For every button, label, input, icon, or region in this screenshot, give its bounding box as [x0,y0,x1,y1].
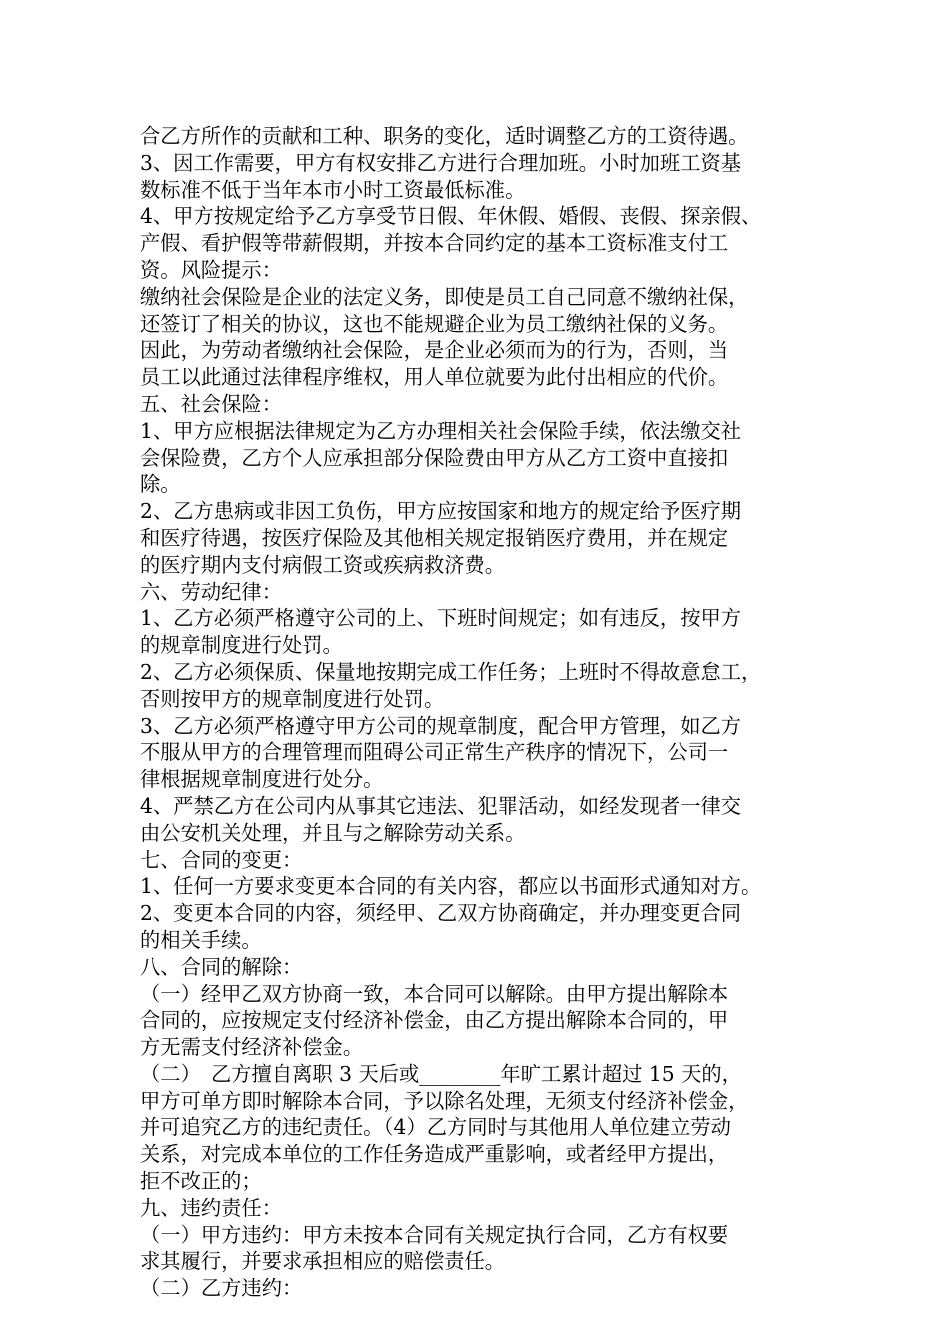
text-line: 除。 [140,472,181,497]
text-line: 八、合同的解除： [140,954,303,979]
text-line: 的规章制度进行处罚。 [140,633,343,658]
text-line: 会保险费，乙方个人应承担部分保险费由甲方从乙方工资中直接扣 [140,445,729,470]
text-line: 4、甲方按规定给予乙方享受节日假、年休假、婚假、丧假、探亲假、 [140,204,762,229]
text-line: 的医疗期内支付病假工资或疾病救济费。 [140,552,506,577]
text-line: 甲方可单方即时解除本合同，予以除名处理，无须支付经济补偿金， [140,1088,749,1113]
text-line: 产假、看护假等带薪假期，并按本合同约定的基本工资标准支付工 [140,231,729,256]
text-line: 员工以此通过法律程序维权，用人单位就要为此付出相应的代价。 [140,365,729,390]
text-line: 1、任何一方要求变更本合同的有关内容，都应以书面形式通知对方。 [140,874,762,899]
text-line: 七、合同的变更： [140,847,303,872]
document-body [140,123,830,1302]
text-line: 拒不改正的； [140,1169,262,1194]
text-line: 缴纳社会保险是企业的法定义务，即使是员工自己同意不缴纳社保， [140,284,749,309]
text-line: 合同的，应按规定支付经济补偿金，由乙方提出解除本合同的，甲 [140,1008,729,1033]
text-line: 的相关手续。 [140,927,262,952]
text-line: 2、乙方必须保质、保量地按期完成工作任务；上班时不得故意怠工， [140,659,762,684]
text-line: 合乙方所作的贡献和工种、职务的变化，适时调整乙方的工资待遇。 [140,124,749,148]
text-line: 由公安机关处理，并且与之解除劳动关系。 [140,820,526,845]
text-line: 五、社会保险： [140,391,282,416]
text-line: 3、因工作需要，甲方有权安排乙方进行合理加班。小时加班工资基 [140,150,742,175]
text-line: 3、乙方必须严格遵守甲方公司的规章制度，配合甲方管理，如乙方 [140,713,742,738]
text-line: 和医疗待遇，按医疗保险及其他相关规定报销医疗费用，并在规定 [140,525,729,550]
text-line: 1、乙方必须严格遵守公司的上、下班时间规定；如有违反，按甲方 [140,606,742,631]
text-line: 不服从甲方的合理管理而阻碍公司正常生产秩序的情况下，公司一 [140,740,729,765]
text-line: 2、变更本合同的内容，须经甲、乙双方协商确定，并办理变更合同 [140,901,742,926]
text-line: （二）乙方违约： [140,1276,303,1301]
text-line: 方无需支付经济补偿金。 [140,1035,364,1060]
text-line: 求其履行，并要求承担相应的赔偿责任。 [140,1249,506,1274]
text-line: （二） 乙方擅自离职 3 天后或________年旷工累计超过 15 天的， [140,1061,742,1086]
text-line: （一）经甲乙双方协商一致，本合同可以解除。由甲方提出解除本 [140,981,729,1006]
text-line: 还签订了相关的协议，这也不能规避企业为员工缴纳社保的义务。 [140,311,729,336]
text-line: 关系，对完成本单位的工作任务造成严重影响，或者经甲方提出， [140,1142,729,1167]
text-line: 六、劳动纪律： [140,579,282,604]
text-line: 1、甲方应根据法律规定为乙方办理相关社会保险手续，依法缴交社 [140,418,742,443]
text-line: 律根据规章制度进行处分。 [140,767,384,792]
text-line: 因此，为劳动者缴纳社会保险，是企业必须而为的行为，否则，当 [140,338,729,363]
text-line: 资。风险提示： [140,257,282,282]
text-line: 否则按甲方的规章制度进行处罚。 [140,686,445,711]
text-line: 2、乙方患病或非因工负伤，甲方应按国家和地方的规定给予医疗期 [140,499,742,524]
text-line: 4、严禁乙方在公司内从事其它违法、犯罪活动，如经发现者一律交 [140,793,742,818]
text-line: 数标准不低于当年本市小时工资最低标准。 [140,177,526,202]
text-line: 九、违约责任： [140,1195,282,1220]
text-line: （一）甲方违约：甲方未按本合同有关规定执行合同，乙方有权要 [140,1222,729,1247]
text-line: 并可追究乙方的违纪责任。（4）乙方同时与其他用人单位建立劳动 [140,1115,731,1140]
